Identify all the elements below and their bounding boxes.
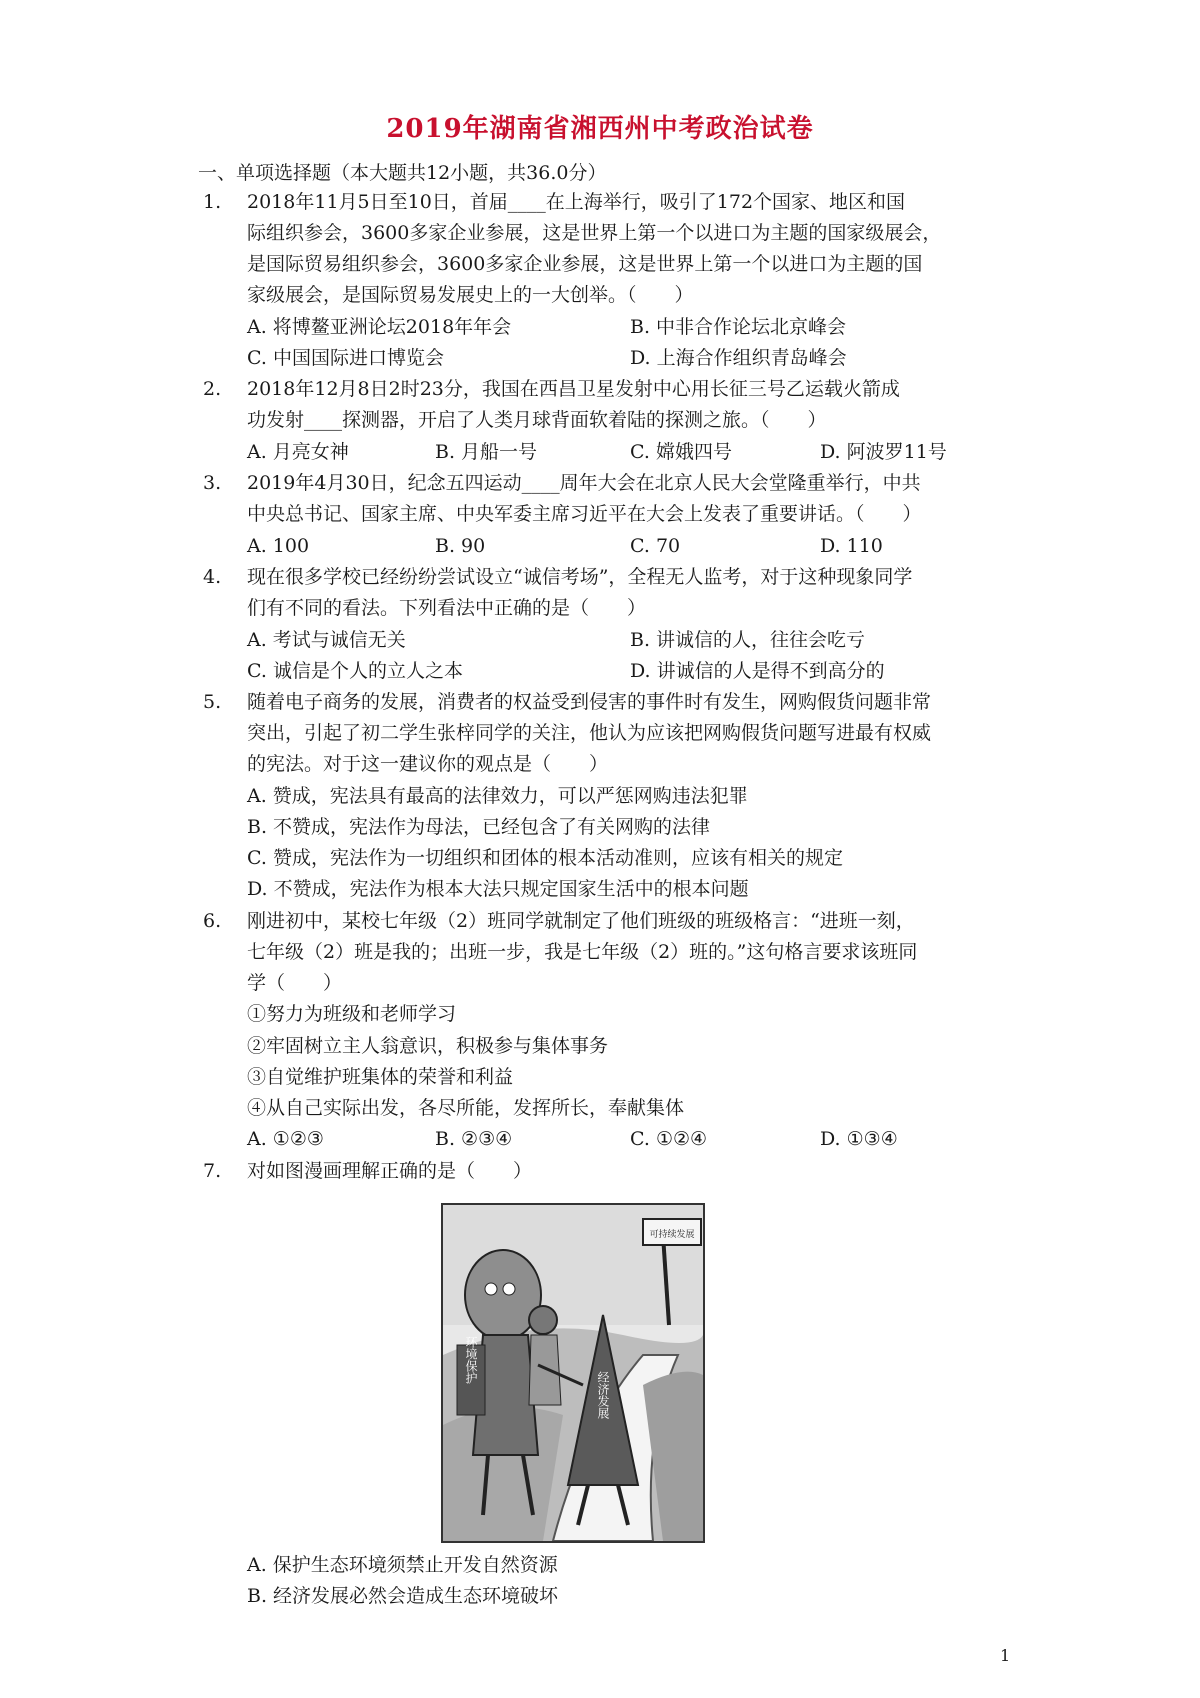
option-a[interactable]: A. 考试与诚信无关 xyxy=(247,629,406,651)
question-number: 2. xyxy=(203,378,222,400)
question-text: 2018年11月5日至10日，首届____在上海举行，吸引了172个国家、地区和国 xyxy=(247,191,906,213)
question-text: 功发射____探测器，开启了人类月球背面软着陆的探测之旅。（ ） xyxy=(247,409,827,431)
option-c[interactable]: C. 70 xyxy=(630,535,681,557)
option-a[interactable]: A. 赞成，宪法具有最高的法律效力，可以严惩网购违法犯罪 xyxy=(247,785,748,807)
question-text: 家级展会，是国际贸易发展史上的一大创举。（ ） xyxy=(247,284,694,306)
option-c[interactable]: C. 赞成，宪法作为一切组织和团体的根本活动准则，应该有相关的规定 xyxy=(247,847,843,869)
page-title: 2019年湖南省湘西州中考政治试卷 xyxy=(386,114,814,144)
option-a[interactable]: A. 保护生态环境须禁止开发自然资源 xyxy=(247,1554,558,1576)
option-b[interactable]: B. 90 xyxy=(435,535,486,557)
option-c[interactable]: C. 中国国际进口博览会 xyxy=(247,347,444,369)
question-number: 6. xyxy=(203,910,222,932)
option-d[interactable]: D. 110 xyxy=(820,535,883,557)
question-text: 2018年12月8日2时23分，我国在西昌卫星发射中心用长征三号乙运载火箭成 xyxy=(247,378,900,400)
question-text: 七年级（2）班是我的；出班一步，我是七年级（2）班的。”这句格言要求该班同 xyxy=(247,941,918,963)
question-text: 际组织参会，3600多家企业参展，这是世界上第一个以进口为主题的国家级展会， xyxy=(247,222,942,244)
question-text: 对如图漫画理解正确的是（ ） xyxy=(247,1160,533,1182)
question-number: 1. xyxy=(203,191,222,213)
option-a[interactable]: A. 将博鳌亚洲论坛2018年年会 xyxy=(247,316,512,338)
question-text: 随着电子商务的发展，消费者的权益受到侵害的事件时有发生，网购假货问题非常 xyxy=(247,691,932,713)
question-text: 现在很多学校已经纷纷尝试设立“诚信考场”，全程无人监考，对于这种现象同学 xyxy=(247,566,913,588)
question-text: 的宪法。对于这一建议你的观点是（ ） xyxy=(247,753,609,775)
option-b[interactable]: B. 中非合作论坛北京峰会 xyxy=(630,316,847,338)
question-number: 5. xyxy=(203,691,222,713)
option-d[interactable]: D. 上海合作组织青岛峰会 xyxy=(630,347,847,369)
option-b[interactable]: B. ②③④ xyxy=(435,1128,513,1150)
statement-2: ②牢固树立主人翁意识，积极参与集体事务 xyxy=(247,1035,609,1057)
question-text: 刚进初中，某校七年级（2）班同学就制定了他们班级的班级格言：“进班一刻， xyxy=(247,910,915,932)
option-c[interactable]: C. 诚信是个人的立人之本 xyxy=(247,660,463,682)
question-text: 学（ ） xyxy=(247,972,343,994)
option-d[interactable]: D. 不赞成，宪法作为根本大法只规定国家生活中的根本问题 xyxy=(247,878,749,900)
economy-label: 经济发展 xyxy=(596,1371,610,1419)
cartoon-image xyxy=(441,1203,705,1543)
option-a[interactable]: A. 月亮女神 xyxy=(247,441,349,463)
option-b[interactable]: B. 月船一号 xyxy=(435,441,538,463)
question-text: 中央总书记、国家主席、中央军委主席习近平在大会上发表了重要讲话。（ ） xyxy=(247,503,922,525)
question-text: 突出，引起了初二学生张梓同学的关注，他认为应该把网购假货问题写进最有权威 xyxy=(247,722,932,744)
statement-3: ③自觉维护班集体的荣誉和利益 xyxy=(247,1066,514,1088)
statement-1: ①努力为班级和老师学习 xyxy=(247,1003,457,1025)
question-text: 们有不同的看法。下列看法中正确的是（ ） xyxy=(247,597,647,619)
statement-4: ④从自己实际出发，各尽所能，发挥所长，奉献集体 xyxy=(247,1097,685,1119)
environment-label: 环境保护 xyxy=(464,1336,478,1384)
option-c[interactable]: C. ①②④ xyxy=(630,1128,708,1150)
option-b[interactable]: B. 经济发展必然会造成生态环境破坏 xyxy=(247,1585,559,1607)
option-b[interactable]: B. 讲诚信的人，往往会吃亏 xyxy=(630,629,866,651)
question-text: 2019年4月30日，纪念五四运动____周年大会在北京人民大会堂隆重举行，中共 xyxy=(247,472,921,494)
option-d[interactable]: D. 讲诚信的人是得不到高分的 xyxy=(630,660,885,682)
question-number: 7. xyxy=(203,1160,222,1182)
option-b[interactable]: B. 不赞成，宪法作为母法，已经包含了有关网购的法律 xyxy=(247,816,711,838)
option-a[interactable]: A. ①②③ xyxy=(247,1128,324,1150)
page-number: 1 xyxy=(1000,1646,1011,1665)
option-a[interactable]: A. 100 xyxy=(247,535,310,557)
option-d[interactable]: D. 阿波罗11号 xyxy=(820,441,947,463)
question-number: 4. xyxy=(203,566,222,588)
question-number: 3. xyxy=(203,472,222,494)
option-d[interactable]: D. ①③④ xyxy=(820,1128,898,1150)
question-text: 是国际贸易组织参会，3600多家企业参展，这是世界上第一个以进口为主题的国 xyxy=(247,253,923,275)
section-heading: 一、单项选择题（本大题共12小题，共36.0分） xyxy=(198,162,607,184)
option-c[interactable]: C. 嫦娥四号 xyxy=(630,441,732,463)
signpost-label: 可持续发展 xyxy=(649,1230,695,1240)
